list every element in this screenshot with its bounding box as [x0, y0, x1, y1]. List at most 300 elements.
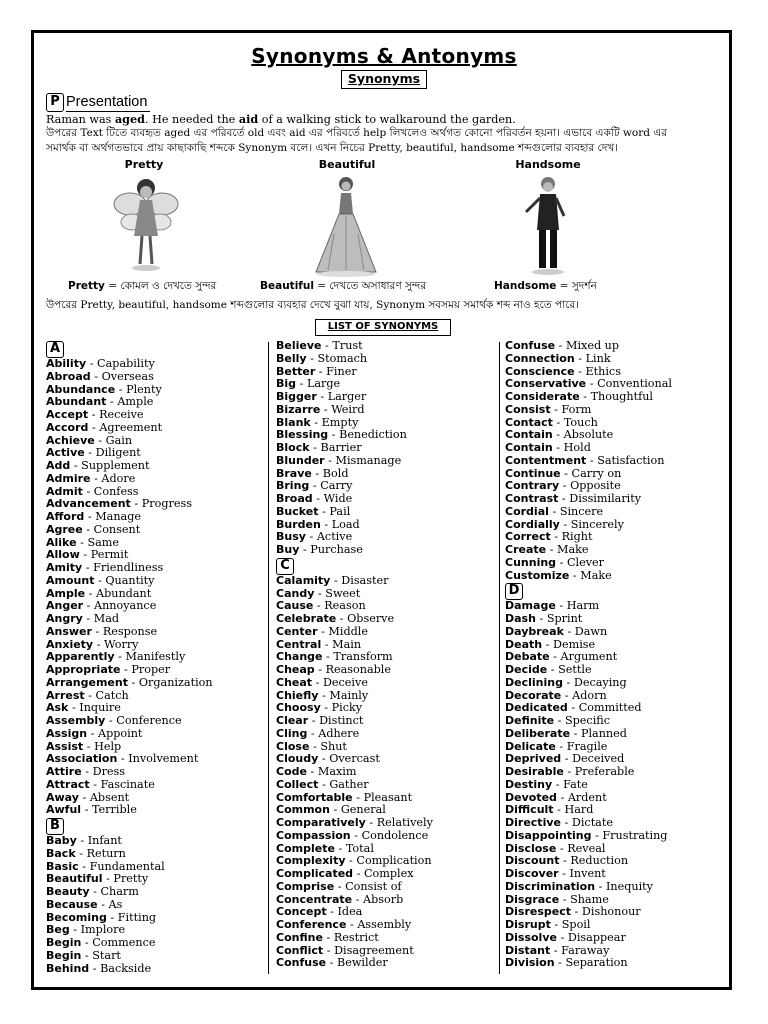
synonym-entry: Connection - Link [505, 351, 611, 365]
headword: Admire [46, 471, 91, 485]
headword: Association [46, 752, 118, 766]
headword: Active [46, 446, 85, 460]
headword: Blunder [276, 453, 325, 467]
synonym-entry: Cordially - Sincerely [505, 517, 624, 531]
headword: Comfortable [276, 790, 353, 804]
synonym-entry: Disgrace - Shame [505, 892, 609, 906]
synonym-entry: Cause - Reason [276, 599, 366, 613]
synonym-entry: Disclose - Reveal [505, 841, 606, 855]
synonym-entry: Distant - Faraway [505, 943, 610, 957]
synonym: Sprint [546, 612, 583, 625]
synonym-entry: Devoted - Ardent [505, 790, 607, 804]
synonym-column-2 [276, 340, 501, 970]
synonym: Decaying [573, 675, 627, 689]
synonym: Supplement [81, 459, 150, 472]
headword: Awful [46, 803, 82, 817]
synonym-entry: Cheap - Reasonable [276, 663, 392, 676]
headword: Cling [276, 726, 308, 740]
headword: Center [276, 624, 318, 638]
synonym-entry: Active - Diligent [46, 446, 141, 460]
synonym-entry: Begin - Start [46, 948, 121, 962]
synonym: Quantity [105, 573, 155, 587]
headword: Conference [276, 918, 347, 931]
synonym: Overcast [329, 752, 380, 766]
letter-heading [46, 340, 271, 358]
letter-heading [46, 817, 271, 835]
synonym-entry: Blessing - Benediction [276, 428, 407, 442]
headword: Discount [505, 854, 560, 868]
synonym: Trust [332, 339, 363, 352]
headword: Definite [505, 714, 555, 727]
headword: Death [505, 637, 543, 651]
headword: Contrast [505, 492, 559, 505]
synonym-entry: Correct - Right [505, 530, 593, 544]
synonym: Distinct [319, 714, 364, 727]
headword: Disclose [505, 841, 557, 855]
synonym-entry: Admit - Confess [46, 484, 139, 498]
headword: Broad [276, 492, 313, 505]
synonym-entry: Add - Supplement [46, 459, 150, 472]
synonym-entry: Beg - Implore [46, 923, 126, 937]
synonym-entry: Deprived - Deceived [505, 752, 625, 766]
synonym: Transform [333, 650, 393, 664]
synonym: Infant [87, 834, 122, 847]
synonym-entry: Beautiful - Pretty [46, 872, 149, 886]
synonym: Ardent [567, 790, 607, 804]
synonym: Diligent [95, 446, 141, 460]
synonym: Pretty [113, 872, 149, 886]
synonym: Fundamental [89, 859, 165, 873]
synonym-entry: Behind - Backside [46, 961, 152, 975]
headword: Beg [46, 923, 70, 937]
headword: Because [46, 897, 98, 911]
headword: Alike [46, 535, 77, 549]
synonym-entry: Amity - Friendliness [46, 561, 164, 574]
headword: Debate [505, 650, 550, 664]
synonym: Agreement [99, 420, 163, 434]
synonym: Gain [105, 433, 133, 447]
synonym-entry: Comprise - Consist of [276, 879, 402, 893]
headword: Amount [46, 573, 95, 587]
synonym: Carry [320, 479, 353, 493]
headword: Assign [46, 726, 88, 740]
synonym-entry: Contain - Absolute [505, 428, 614, 442]
intro-line-3: সমার্থক বা অর্থগতভাবে প্রায় কাছাকাছি শব্দকে Synonym বলে। এখন নিচের Pretty, beautiful, handsome শব্দগুলোর ব্যবহার দেখ। [46, 142, 618, 154]
headword: Arrangement [46, 675, 128, 689]
synonym-entry: Anxiety - Worry [46, 637, 139, 651]
synonym-entry: Difficult - Hard [505, 803, 594, 817]
synonym-entry: Contrast - Dissimilarity [505, 492, 642, 505]
synonym-entry: Desirable - Preferable [505, 765, 635, 778]
synonym: Harm [566, 599, 600, 613]
synonym-entry: Contain - Hold [505, 441, 591, 454]
synonym: Form [561, 402, 592, 416]
synonym-entry: Ask - Inquire [46, 701, 121, 715]
synonym-entry: Conference - Assembly [276, 918, 412, 931]
synonym: Dawn [574, 624, 608, 638]
synonym: Charm [100, 885, 139, 898]
synonym: Fascinate [100, 777, 155, 791]
synonym: Inequity [605, 879, 653, 893]
headword: Ability [46, 357, 87, 370]
headword: Discrimination [505, 879, 596, 893]
synonym-entry: Disappointing - Frustrating [505, 828, 668, 842]
headword: Central [276, 637, 322, 651]
headword: Contrary [505, 479, 560, 493]
synonym-entry: Cheat - Deceive [276, 675, 368, 689]
synonym: Observe [347, 612, 395, 625]
synonym-entry: Better - Finer [276, 364, 357, 378]
headword: Calamity [276, 573, 331, 587]
letter-badge: B [46, 818, 64, 835]
headword: Contain [505, 428, 553, 442]
synonym-entry: Assist - Help [46, 739, 122, 753]
headword: Conservative [505, 377, 587, 391]
synonym: Backside [100, 961, 152, 975]
synonym: Terrible [91, 803, 137, 817]
list-of-synonyms-heading: LIST OF SYNONYMS [315, 319, 451, 336]
synonym: Proper [131, 663, 171, 676]
synonym: Argument [560, 650, 618, 664]
synonym-entry: Ability - Capability [46, 357, 155, 370]
synonym-entry: Buy - Purchase [276, 543, 363, 556]
synonym: Clever [566, 555, 605, 569]
synonym-entry: Disrespect - Dishonour [505, 905, 641, 919]
headword: Cunning [505, 555, 557, 569]
synonym: Friendliness [93, 561, 164, 574]
headword: Dissolve [505, 930, 557, 944]
synonym: Bold [322, 466, 349, 480]
headword: Declining [505, 675, 563, 689]
synonym: Fitting [117, 910, 157, 924]
synonym-entry: Central - Main [276, 637, 362, 651]
headword: Clear [276, 714, 309, 727]
headword: Disappointing [505, 828, 592, 842]
synonym-entry: Abundant - Ample [46, 395, 154, 409]
headword: Abundance [46, 382, 116, 396]
synonym: Shut [320, 739, 347, 753]
synonym-entry: Because - As [46, 897, 123, 911]
synonym-entry: Bring - Carry [276, 479, 353, 493]
synonym: Adore [101, 471, 136, 485]
synonym-entry: Bucket - Pail [276, 504, 351, 518]
headword: Confine [276, 930, 323, 944]
synonym-entry: Create - Make [505, 543, 589, 556]
page-title: Synonyms & Antonyms [251, 44, 517, 68]
synonym: Capability [97, 357, 155, 370]
synonym-entry: Debate - Argument [505, 650, 618, 664]
synonym: Sincere [559, 504, 604, 518]
headword: Disgrace [505, 892, 560, 906]
synonym-entry: Division - Separation [505, 956, 628, 970]
synonym: Maxim [317, 765, 357, 778]
synonym: Disappear [567, 930, 626, 944]
headword: Amity [46, 561, 83, 574]
synonym: Confess [93, 484, 139, 498]
synonym-entry: Center - Middle [276, 624, 368, 638]
synonym-entry: Cling - Adhere [276, 726, 360, 740]
synonym: Fate [563, 777, 588, 791]
headword: Allow [46, 548, 80, 562]
letter-heading [276, 557, 501, 575]
synonym-entry: Agree - Consent [46, 522, 141, 536]
synonym-entry: Code - Maxim [276, 765, 357, 778]
headword: Cheap [276, 663, 315, 676]
synonym: Relatively [376, 816, 433, 829]
synonym: Conventional [597, 377, 672, 391]
intro-line-1: Raman was aged. He needed the aid of a walking stick to walkaround the garden. [46, 112, 516, 126]
synonym-entry: Confuse - Bewilder [276, 956, 388, 970]
synonym-entry: Assembly - Conference [46, 714, 182, 727]
synonym: Complex [363, 867, 414, 880]
synonym: Absorb [363, 892, 404, 906]
synonym-entry: Believe - Trust [276, 339, 363, 352]
headword: Deliberate [505, 726, 571, 740]
headword: Ask [46, 701, 69, 715]
headword: Distant [505, 943, 551, 957]
headword: Blessing [276, 428, 329, 442]
synonym: Finer [326, 364, 357, 378]
synonym: Absent [89, 790, 130, 804]
headword: Contain [505, 441, 553, 454]
headword: Anger [46, 599, 84, 613]
synonym: Catch [95, 688, 129, 702]
synonym-entry: Discrimination - Inequity [505, 879, 653, 893]
synonym: Dictate [571, 816, 613, 829]
headword: Burden [276, 517, 321, 531]
headword: Achieve [46, 433, 95, 447]
synonym-entry: Cordial - Sincere [505, 504, 604, 518]
headword: Delicate [505, 739, 556, 753]
headword: Ample [46, 586, 86, 600]
synonym-note: উপরের Pretty, beautiful, handsome শব্দগুলোর ব্যবহার দেখে বুঝা যায়, Synonym সবসময় সমার্থক শব্দ নাও হতে পারে। [46, 299, 579, 311]
headword: Abundant [46, 395, 107, 409]
synonym: Dishonour [581, 905, 641, 919]
synonym: Manifestly [125, 650, 186, 664]
synonym: Mad [93, 612, 120, 625]
headword: Complexity [276, 854, 346, 868]
headword: Attract [46, 777, 90, 791]
synonym: Ethics [585, 364, 621, 378]
synonym: Hard [564, 803, 594, 817]
synonym: Disaster [341, 573, 389, 587]
synonym: Mismanage [335, 453, 402, 467]
letter-badge: D [505, 583, 523, 600]
synonym: Spoil [561, 918, 591, 931]
synonym: Receive [99, 408, 144, 421]
headword: Begin [46, 948, 82, 962]
synonym: Absolute [563, 428, 614, 442]
synonym-entry: Contrary - Opposite [505, 479, 621, 493]
headword: Cause [276, 599, 314, 613]
synonym: Annoyance [94, 599, 157, 613]
headword: Difficult [505, 803, 554, 817]
headword: Disrespect [505, 905, 571, 919]
headword: Apparently [46, 650, 115, 664]
letter-badge: C [276, 558, 294, 575]
headword: Better [276, 364, 316, 378]
synonym-entry: Deliberate - Planned [505, 726, 627, 740]
synonym: Benediction [339, 428, 407, 442]
synonym: Commence [92, 936, 156, 949]
headword: Beauty [46, 885, 90, 898]
synonym: Overseas [101, 369, 154, 383]
headword: Bucket [276, 504, 319, 518]
synonym-entry: Directive - Dictate [505, 816, 613, 829]
synonym-entry: Arrest - Catch [46, 688, 129, 702]
headword: Candy [276, 586, 315, 600]
synonym-entry: Brave - Bold [276, 466, 349, 480]
synonym: Dissimilarity [569, 492, 642, 505]
synonym-entry: Belly - Stomach [276, 351, 368, 365]
synonym: Condolence [361, 828, 429, 842]
synonym: Pail [329, 504, 351, 518]
headword: Appropriate [46, 663, 121, 676]
synonym: Make [557, 543, 589, 556]
synonym: Organization [138, 675, 213, 689]
synonym-entry: Admire - Adore [46, 471, 136, 485]
presentation-logo-icon: P [46, 93, 64, 112]
synonym: Deceived [572, 752, 625, 766]
synonym: Reduction [570, 854, 629, 868]
synonym: Idea [337, 905, 363, 919]
headword: Cheat [276, 675, 313, 689]
synonym: Deceive [322, 675, 368, 689]
synonym: Right [561, 530, 593, 544]
synonym-entry: Decorate - Adorn [505, 688, 607, 702]
synonym: Start [92, 948, 121, 962]
princess-illustration [310, 174, 382, 278]
headword: Admit [46, 484, 83, 498]
synonym: Load [331, 517, 360, 531]
synonym: Sweet [325, 586, 361, 600]
headword: Abroad [46, 369, 91, 383]
headword: Close [276, 739, 310, 753]
column-divider [268, 342, 269, 974]
synonym-entry: Death - Demise [505, 637, 596, 651]
synonym-entry: Appropriate - Proper [46, 663, 171, 676]
headword: Brave [276, 466, 312, 480]
headword: Chiefly [276, 688, 319, 702]
headword: Contact [505, 415, 553, 429]
headword: Cloudy [276, 752, 319, 766]
headword: Customize [505, 568, 570, 582]
synonym-entry: Angry - Mad [46, 612, 120, 625]
synonym: Appoint [98, 726, 143, 740]
synonym: Planned [580, 726, 627, 740]
headword: Block [276, 441, 310, 454]
synonym-entry: Close - Shut [276, 739, 347, 753]
synonym-entry: Discount - Reduction [505, 854, 629, 868]
synonym-entry: Dissolve - Disappear [505, 930, 626, 944]
synonym: Mixed up [566, 339, 620, 352]
headword: Attire [46, 765, 82, 778]
synonym: Complication [356, 854, 432, 868]
synonym: Reason [324, 599, 366, 613]
synonym: Hold [563, 441, 591, 454]
headword: Disrupt [505, 918, 551, 931]
synonym: Reveal [567, 841, 606, 855]
synonym-entry: Confuse - Mixed up [505, 339, 620, 352]
synonym-entry: Basic - Fundamental [46, 859, 165, 873]
synonym-entry: Beauty - Charm [46, 885, 139, 898]
letter-heading [505, 582, 730, 600]
synonym-entry: Celebrate - Observe [276, 612, 395, 625]
synonym-entry: Ample - Abundant [46, 586, 152, 600]
synonym: Link [585, 351, 611, 365]
headword: Afford [46, 510, 85, 523]
synonym: Dress [92, 765, 126, 778]
synonym-entry: Away - Absent [46, 790, 130, 804]
headword: Back [46, 846, 76, 860]
headword: Discover [505, 867, 559, 880]
synonym-entry: Common - General [276, 803, 386, 817]
headword: Conscience [505, 364, 575, 378]
headword: Concentrate [276, 892, 353, 906]
synonym-entry: Confine - Restrict [276, 930, 379, 944]
synonym: Settle [558, 663, 592, 676]
synonym: General [340, 803, 386, 817]
headword: Create [505, 543, 547, 556]
headword: Complicated [276, 867, 354, 880]
headword: Desirable [505, 765, 564, 778]
synonym: Plenty [126, 382, 162, 396]
headword: Accept [46, 408, 89, 421]
synonym: Abundant [96, 586, 152, 600]
synonym-entry: Complicated - Complex [276, 867, 414, 880]
synonym: Active [316, 530, 353, 544]
headword: Anxiety [46, 637, 94, 651]
synonym: Return [86, 846, 126, 860]
synonym-entry: Declining - Decaying [505, 675, 627, 689]
synonym-entry: Calamity - Disaster [276, 573, 389, 587]
headword: Considerate [505, 390, 580, 403]
headword: Angry [46, 612, 83, 625]
synonym-entry: Awful - Terrible [46, 803, 137, 817]
headword: Comparatively [276, 816, 366, 829]
synonym: Permit [90, 548, 129, 562]
synonym: Thoughtful [590, 390, 653, 403]
synonym: Sincerely [570, 517, 624, 531]
synonym-entry: Block - Barrier [276, 441, 362, 454]
synonym: Consist of [345, 879, 402, 893]
synonym: Preferable [574, 765, 635, 778]
headword: Continue [505, 466, 561, 480]
synonym-entry: Compassion - Condolence [276, 828, 429, 842]
synonym: Stomach [317, 351, 368, 365]
synonym-entry: Allow - Permit [46, 548, 129, 562]
headword: Believe [276, 339, 322, 352]
headword: Decide [505, 663, 548, 676]
meaning-handsome: Handsome = সুদর্শন [494, 280, 597, 292]
synonym-entry: Concept - Idea [276, 905, 363, 919]
synonym-entry: Customize - Make [505, 568, 612, 582]
synonym-entry: Accept - Receive [46, 408, 144, 421]
headword: Contentment [505, 453, 587, 467]
figure-label-pretty: Pretty [124, 158, 164, 171]
headword: Dash [505, 612, 536, 625]
synonym: Empty [321, 415, 359, 429]
headword: Confuse [505, 339, 556, 352]
synonym-entry: Dash - Sprint [505, 612, 583, 625]
headword: Consist [505, 402, 551, 416]
synonym: Total [345, 841, 374, 855]
synonym-entry: Answer - Response [46, 624, 158, 638]
synonym-entry: Dedicated - Committed [505, 701, 642, 715]
synonym: Reasonable [325, 663, 392, 676]
handsome-man-illustration [518, 174, 578, 276]
synonym: Picky [331, 701, 363, 715]
